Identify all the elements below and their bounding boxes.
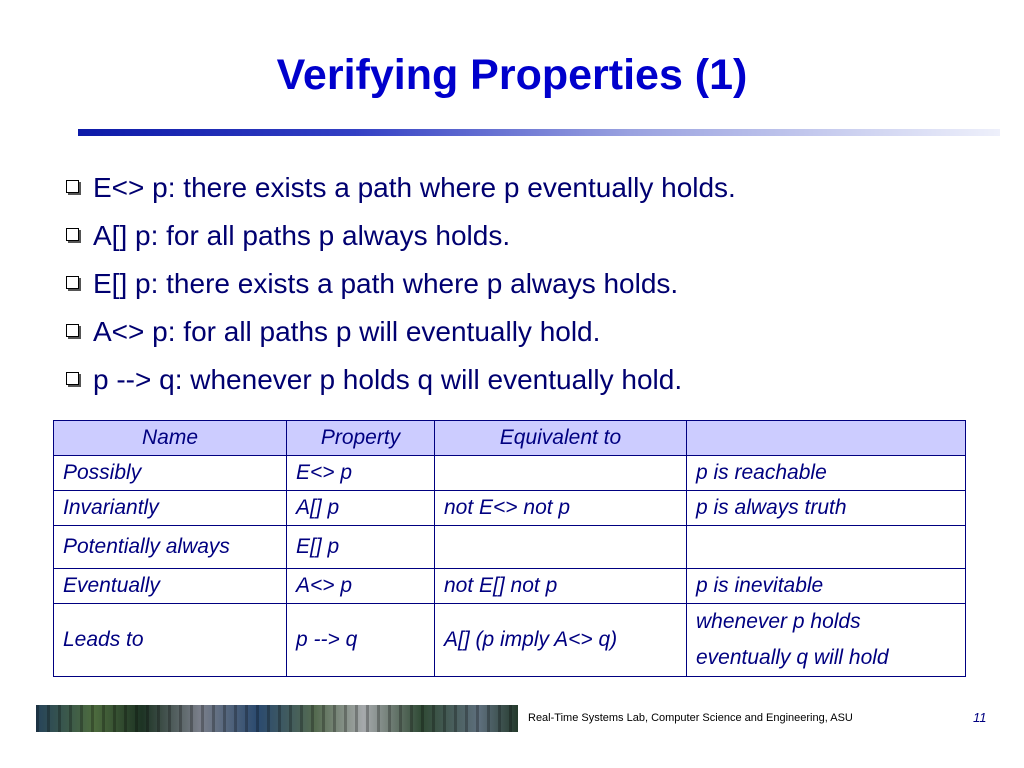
header-description — [687, 421, 966, 456]
bullet-text: A<> p: for all paths p will eventually hold. — [93, 316, 601, 347]
cell-name: Potentially always — [54, 526, 287, 569]
bullet-text: E[] p: there exists a path where p always holds. — [93, 268, 679, 299]
square-bullet-icon — [66, 276, 79, 289]
bullet-list — [66, 164, 736, 404]
title-divider — [78, 129, 1000, 136]
header-equivalent: Equivalent to — [435, 421, 687, 456]
header-name: Name — [54, 421, 287, 456]
bullet-text: E<> p: there exists a path where p eventually holds. — [93, 172, 736, 203]
cell-property: A<> p — [287, 569, 435, 604]
cell-equivalent: A[] (p imply A<> q) — [435, 604, 687, 677]
header-property: Property — [287, 421, 435, 456]
cell-description: whenever p holds eventually q will hold — [687, 604, 966, 677]
cell-property: A[] p — [287, 491, 435, 526]
cell-equivalent — [435, 456, 687, 491]
bullet-item — [66, 356, 736, 404]
table-row — [54, 491, 966, 526]
cell-description: p is always truth — [687, 491, 966, 526]
cell-name: Eventually — [54, 569, 287, 604]
slide-title: Verifying Properties (1) — [276, 51, 748, 99]
square-bullet-icon — [66, 324, 79, 337]
table-row — [54, 526, 966, 569]
table-row — [54, 604, 966, 677]
cell-name: Leads to — [54, 604, 287, 677]
cell-property: E[] p — [287, 526, 435, 569]
bullet-item — [66, 164, 736, 212]
square-bullet-icon — [66, 372, 79, 385]
cell-equivalent: not E[] not p — [435, 569, 687, 604]
bullet-item — [66, 308, 736, 356]
properties-table — [53, 420, 966, 677]
cell-name: Possibly — [54, 456, 287, 491]
square-bullet-icon — [66, 180, 79, 193]
table-row — [54, 456, 966, 491]
table-header-row — [54, 421, 966, 456]
bullet-item — [66, 260, 736, 308]
cell-description — [687, 526, 966, 569]
cell-property: E<> p — [287, 456, 435, 491]
cell-equivalent: not E<> not p — [435, 491, 687, 526]
cell-equivalent — [435, 526, 687, 569]
page-number: 11 — [973, 710, 987, 725]
square-bullet-icon — [66, 228, 79, 241]
cell-name: Invariantly — [54, 491, 287, 526]
bullet-text: A[] p: for all paths p always holds. — [93, 220, 511, 251]
bullet-text: p --> q: whenever p holds q will eventually hold. — [93, 364, 683, 395]
footer-text: Real-Time Systems Lab, Computer Science and Engineering, ASU — [528, 712, 853, 724]
table-row — [54, 569, 966, 604]
cell-description: p is reachable — [687, 456, 966, 491]
cell-description: p is inevitable — [687, 569, 966, 604]
cell-property: p --> q — [287, 604, 435, 677]
circuit-board-image — [36, 705, 518, 732]
bullet-item — [66, 212, 736, 260]
